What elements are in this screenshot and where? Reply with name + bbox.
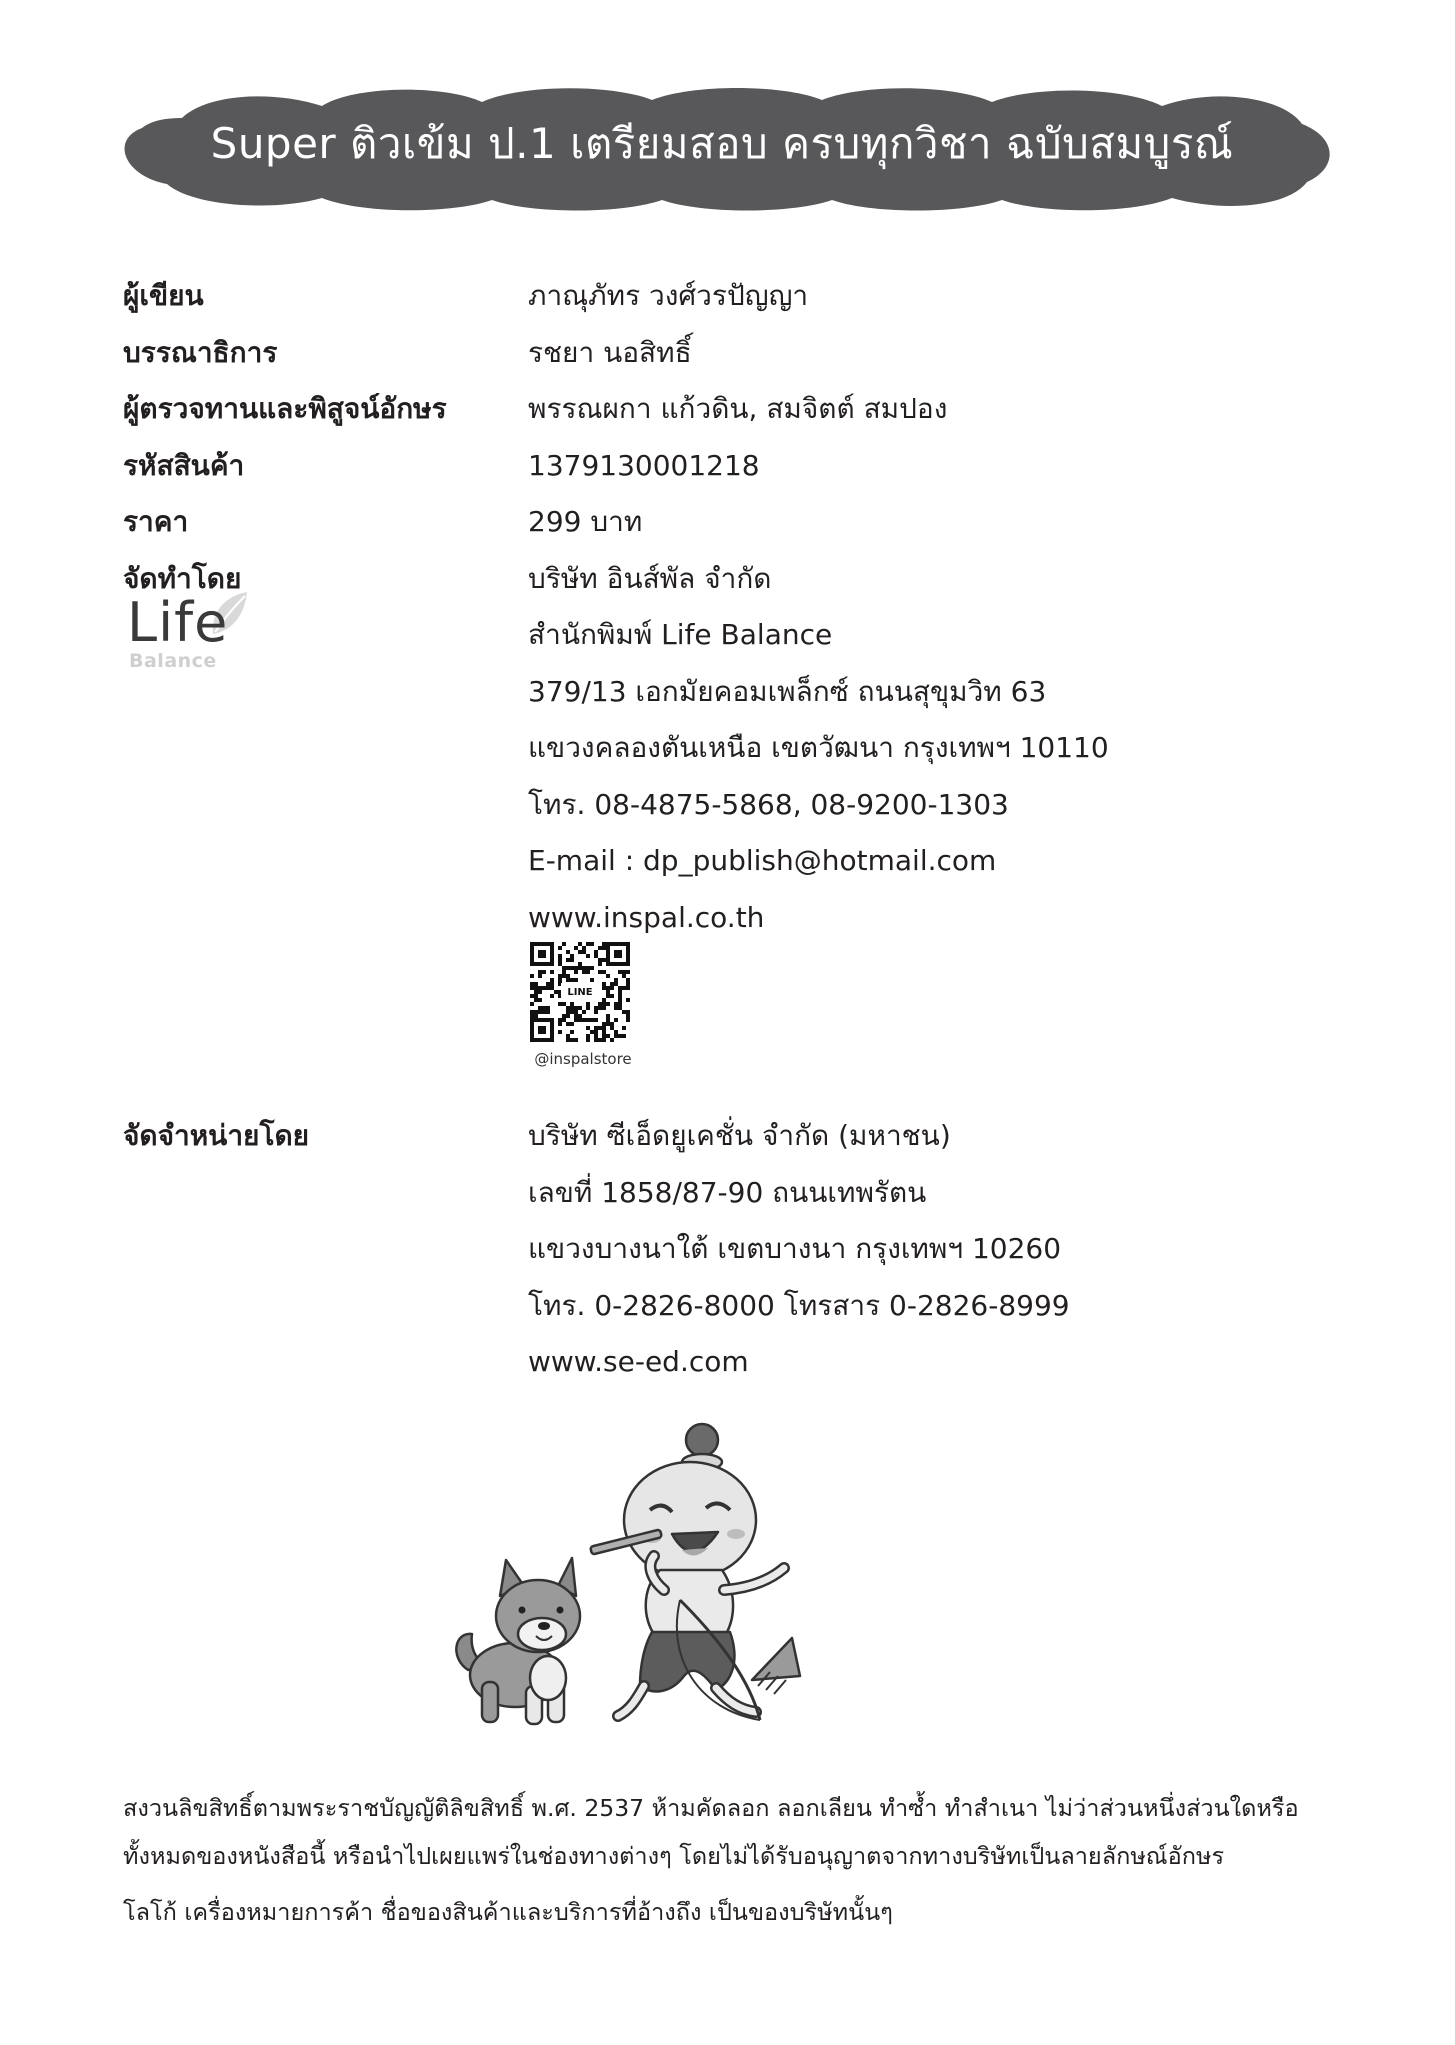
credit-row-producer xyxy=(123,551,1323,608)
publisher-website[interactable]: www.inspal.co.th xyxy=(528,900,765,934)
life-balance-logo xyxy=(127,590,247,680)
distribution-block xyxy=(123,1108,1323,1391)
credit-value: 299 บาท xyxy=(528,505,643,538)
publisher-line xyxy=(123,777,1323,834)
credit-value: พรรณผกา แก้วดิน, สมจิตต์ สมปอง xyxy=(528,392,948,425)
distribution-line xyxy=(123,1165,1323,1222)
dog-figure xyxy=(456,1558,580,1724)
logo-life-text: Life xyxy=(127,591,229,654)
credit-value: บริษัท อินส์พัล จำกัด xyxy=(528,561,772,595)
qr-center-label: LINE xyxy=(567,987,593,998)
credit-row-proofreader xyxy=(123,381,1323,438)
credit-row-product-code xyxy=(123,438,1323,495)
credit-label: รหัสสินค้า xyxy=(123,448,245,482)
publisher-line xyxy=(123,607,1323,664)
distribution-line xyxy=(123,1334,1323,1391)
publisher-line xyxy=(123,720,1323,777)
publisher-name: สำนักพิมพ์ Life Balance xyxy=(528,618,833,651)
credit-row-price xyxy=(123,494,1323,551)
title-banner xyxy=(112,88,1332,212)
distributor-phone: โทร. 0-2826-8000 โทรสาร 0-2826-8999 xyxy=(528,1288,1070,1322)
copyright-notes xyxy=(123,1784,1338,1936)
publisher-line xyxy=(123,833,1323,890)
distributor-address: เลขที่ 1858/87-90 ถนนเทพรัตน xyxy=(528,1175,927,1209)
credit-value: รชยา นอสิทธิ์ xyxy=(528,335,692,369)
distribution-line xyxy=(123,1108,1323,1165)
credits-list xyxy=(123,268,1323,946)
credit-value: 1379130001218 xyxy=(528,448,760,482)
credit-label: จัดทำโดย xyxy=(123,561,242,595)
credit-value: ภาณุภัทร วงศ์วรปัญญา xyxy=(528,279,809,312)
mascot-illustration xyxy=(440,1420,1000,1740)
publisher-line xyxy=(123,664,1323,721)
publisher-line xyxy=(123,890,1323,947)
credit-row-editor xyxy=(123,325,1323,382)
page-title: Super ติวเข้ม ป.1 เตรียมสอบ ครบทุกวิชา ฉบับสมบูรณ์ xyxy=(210,119,1234,168)
distribution-line xyxy=(123,1221,1323,1278)
line-qr-code[interactable] xyxy=(528,940,632,1044)
line-handle: @inspalstore xyxy=(534,1050,632,1068)
publisher-address: 379/13 เอกมัยคอมเพล็กซ์ ถนนสุขุมวิท 63 xyxy=(528,674,1047,708)
distributor-website[interactable]: www.se-ed.com xyxy=(528,1345,749,1378)
publisher-phone: โทร. 08-4875-5868, 08-9200-1303 xyxy=(528,787,1009,821)
credit-label: บรรณาธิการ xyxy=(123,335,278,369)
copyright-line: ทั้งหมดของหนังสือนี้ หรือนำไปเผยแพร่ในช่องทางต่างๆ โดยไม่ได้รับอนุญาตจากทางบริษัทเป็นลายลักษณ์อักษร xyxy=(123,1842,1225,1870)
credit-label: ผู้เขียน xyxy=(123,279,204,312)
distributor-name: บริษัท ซีเอ็ดยูเคชั่น จำกัด (มหาชน) xyxy=(528,1119,951,1152)
credit-label: ราคา xyxy=(123,505,189,538)
publisher-district: แขวงคลองตันเหนือ เขตวัฒนา กรุงเทพฯ 10110 xyxy=(528,731,1109,764)
logo-balance-text: Balance xyxy=(129,650,217,672)
credit-row-author xyxy=(123,268,1323,325)
trademark-line: โลโก้ เครื่องหมายการค้า ชื่อของสินค้าและบริการที่อ้างถึง เป็นของบริษัทนั้นๆ xyxy=(123,1898,893,1926)
distribution-label: จัดจำหน่ายโดย xyxy=(123,1119,310,1152)
distribution-line xyxy=(123,1278,1323,1335)
boy-figure xyxy=(590,1424,800,1720)
credit-label: ผู้ตรวจทานและพิสูจน์อักษร xyxy=(123,392,447,425)
copyright-line: สงวนลิขสิทธิ์ตามพระราชบัญญัติลิขสิทธิ์ พ.ศ. 2537 ห้ามคัดลอก ลอกเลียน ทำซ้ำ ทำสำเนา ไม่ว่าส่วนหนึ่งส่วนใดหรือ xyxy=(123,1794,1299,1822)
distributor-district: แขวงบางนาใต้ เขตบางนา กรุงเทพฯ 10260 xyxy=(528,1232,1062,1265)
publisher-email[interactable]: E-mail : dp_publish@hotmail.com xyxy=(528,844,997,877)
